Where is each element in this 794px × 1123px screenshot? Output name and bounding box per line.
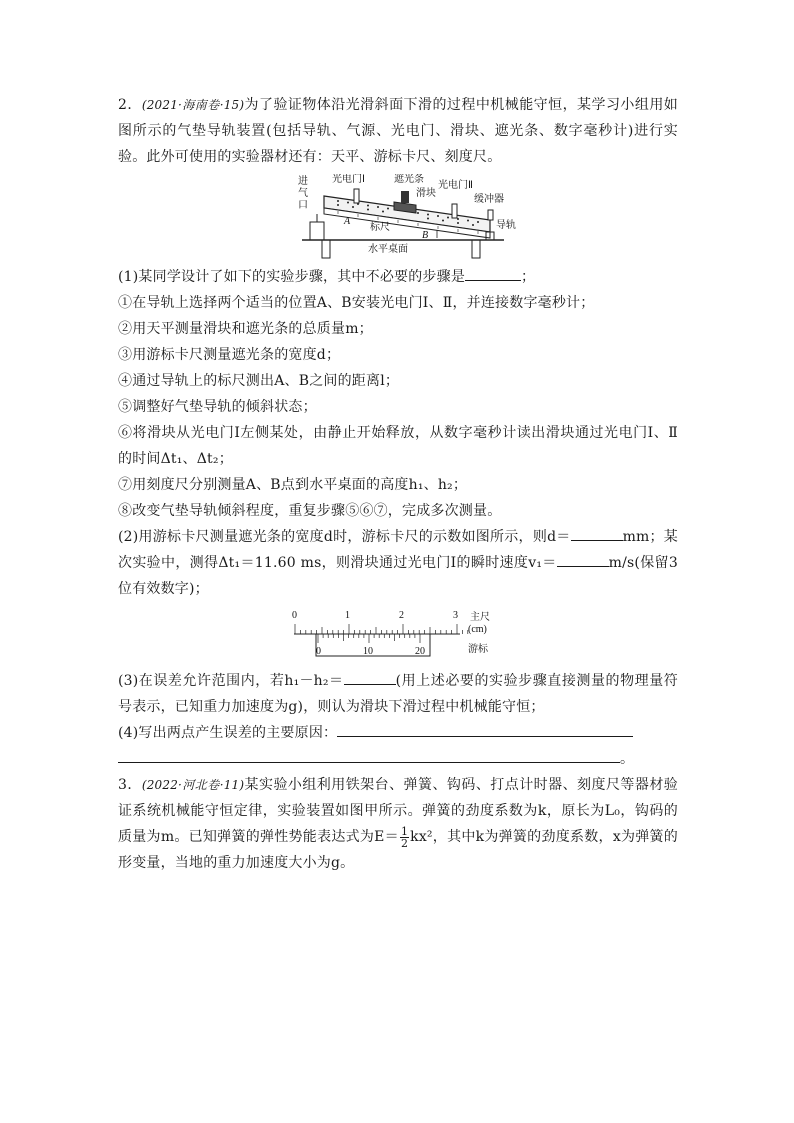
q2-part1 <box>118 264 678 290</box>
label-b: B <box>422 230 429 241</box>
q2-source: (2021·海南卷·15) <box>141 98 245 112</box>
step-4: ④通过导轨上的标尺测出A、B之间的距离l； <box>118 373 400 389</box>
part4-answer-blank-2[interactable] <box>118 746 620 763</box>
label-slider: 滑块 <box>416 188 436 199</box>
part1-end: ； <box>521 269 536 285</box>
step-3: ③用游标卡尺测量遮光条的宽度d； <box>118 347 341 363</box>
part2-text-a: (2)用游标卡尺测量遮光条的宽度d时，游标卡尺的示数如图所示，则d＝ <box>118 529 571 545</box>
q2-number: 2． <box>118 97 142 113</box>
main-scale-unit: (cm) <box>468 624 487 635</box>
part3-text-a: (3)在误差允许范围内，若h₁－h₂＝ <box>118 673 344 689</box>
label-inlet-1: 进 <box>298 176 308 187</box>
step-5: ⑤调整好气垫导轨的倾斜状态； <box>118 399 317 415</box>
part3-answer-blank[interactable] <box>344 668 396 685</box>
label-gate-1: 光电门Ⅰ <box>332 174 365 185</box>
document-page <box>118 92 678 876</box>
q3-intro <box>118 772 678 876</box>
step-6: ⑥将滑块从光电门Ⅰ左侧某处，由静止开始释放，从数字毫秒计读出滑块通过光电门Ⅰ、Ⅱ的时间Δt₁、Δt₂； <box>118 425 678 467</box>
q2-intro-text: 为了验证物体沿光滑斜面下滑的过程中机械能守恒，某学习小组用如图所示的气垫导轨装置(包括导轨、气源、光电门、滑块、遮光条、数字毫秒计)进行实验。此外可使用的实验器材还有：天平、游标卡尺、刻度尺。 <box>118 97 678 165</box>
part1-text: (1)某同学设计了如下的实验步骤，其中不必要的步骤是 <box>118 269 466 285</box>
air-track-figure <box>298 174 528 260</box>
main-tick-0: 0 <box>292 610 297 621</box>
part2-text-c: m/s(保留3位有效数字)； <box>118 555 678 597</box>
label-table: 水平桌面 <box>368 244 408 255</box>
q2-part3 <box>118 668 678 720</box>
q2-part2 <box>118 524 678 602</box>
label-gate-2: 光电门Ⅱ <box>438 180 473 191</box>
step-1: ①在导轨上选择两个适当的位置A、B安装光电门Ⅰ、Ⅱ，并连接数字毫秒计； <box>118 295 595 311</box>
part3-text-b: (用上述必要的实验步骤直接测量的物理量符号表示，已知重力加速度为g)，则认为滑块下滑过程中机械能守恒； <box>118 673 678 715</box>
part2-v-blank[interactable] <box>557 550 609 567</box>
main-tick-3: 3 <box>453 610 458 621</box>
main-tick-1: 1 <box>345 610 350 621</box>
vernier-scale-label: 游标 <box>468 644 488 655</box>
q3-source: (2022·河北卷·11) <box>141 778 245 792</box>
vernier-tick-10: 10 <box>363 646 373 657</box>
step-2: ②用天平测量滑块和遮光条的总质量m； <box>118 321 373 337</box>
q2-part4 <box>118 720 678 746</box>
label-scale: 标尺 <box>370 222 390 233</box>
label-inlet-3: 口 <box>298 200 308 211</box>
label-a: A <box>344 216 351 227</box>
part4-answer-blank-1[interactable] <box>337 720 633 737</box>
q3-number: 3． <box>118 777 142 793</box>
frac-numerator: 1 <box>400 824 409 838</box>
part2-d-blank[interactable] <box>571 524 623 541</box>
frac-denominator: 2 <box>400 836 409 850</box>
fraction-one-half <box>400 826 409 849</box>
label-rail: 导轨 <box>496 220 516 231</box>
label-shade: 遮光条 <box>394 174 424 185</box>
vernier-tick-0: 0 <box>316 646 321 657</box>
main-tick-2: 2 <box>399 610 404 621</box>
vernier-caliper-figure <box>290 608 500 664</box>
part1-answer-blank[interactable] <box>465 264 521 281</box>
label-inlet-2: 气 <box>298 188 308 199</box>
label-buffer: 缓冲器 <box>474 194 504 205</box>
part4-end: 。 <box>620 751 635 767</box>
main-scale-label: 主尺 <box>470 612 490 623</box>
q3-text-a: 某实验小组利用铁架台、弹簧、钩码、打点计时器、刻度尺等器材验证系统机械能守恒定律，实验装置如图甲所示。弹簧的劲度系数为k，原长为L₀，钩码的质量为m。已知弹簧的弹性势能表达式为E＝ <box>118 777 678 845</box>
vernier-tick-20: 20 <box>415 646 425 657</box>
q3-text-b: kx²，其中k为弹簧的劲度系数，x为弹簧的形变量，当地的重力加速度大小为g。 <box>118 829 678 871</box>
step-7: ⑦用刻度尺分别测量A、B点到水平桌面的高度h₁、h₂； <box>118 477 468 493</box>
part4-text: (4)写出两点产生误差的主要原因： <box>118 725 338 741</box>
part2-text-b: mm；某次实验中，测得Δt₁＝11.60 ms，则滑块通过光电门Ⅰ的瞬时速度v₁＝ <box>118 529 678 571</box>
q2-part4-line2 <box>118 746 678 772</box>
step-8: ⑧改变气垫导轨倾斜程度，重复步骤⑤⑥⑦，完成多次测量。 <box>118 503 502 519</box>
q2-intro <box>118 92 678 170</box>
